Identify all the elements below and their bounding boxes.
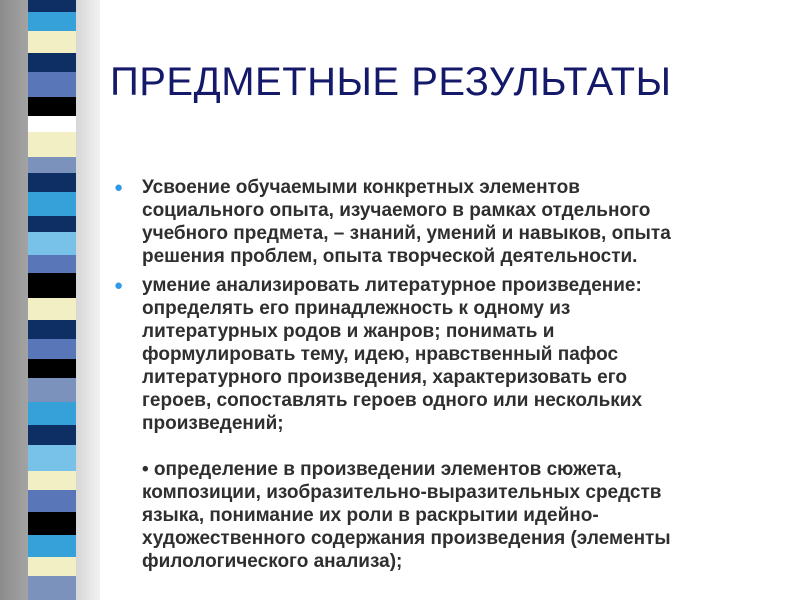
decorative-stripe [28, 232, 76, 254]
decorative-stripe [28, 157, 76, 173]
bullet-list [110, 176, 775, 573]
decorative-stripe [28, 339, 76, 359]
decorative-stripe [28, 512, 76, 534]
decorative-stripe [28, 557, 76, 575]
decorative-stripe [28, 490, 76, 512]
decorative-stripe [28, 116, 76, 132]
decorative-stripe [28, 216, 76, 232]
decorative-stripe [28, 535, 76, 557]
decorative-stripe [28, 576, 76, 600]
bullet-dot-icon: ● [114, 179, 124, 196]
decorative-stripe [28, 12, 76, 30]
decorative-stripe [28, 445, 76, 471]
decorative-stripe [28, 0, 76, 12]
decorative-stripe [28, 31, 76, 53]
decorative-stripe [28, 192, 76, 216]
decorative-stripe [28, 53, 76, 71]
decorative-stripe [28, 320, 76, 338]
bullet-text: Усвоение обучаемыми конкретных элементов социального опыта, изучаемого в рамках отдельного учебного предмета, – знаний, умений и навыков, опыта решения проблем, опыта творческой деятельности. [142, 177, 671, 267]
decorative-stripe [28, 97, 76, 115]
bullet-subtext: • определение в произведении элементов сюжета, композиции, изобразительно-выразительных средств языка, понимание их роли в раскрытии идейно- художественного содержания произведения (элементы филологического анализа); [142, 459, 671, 572]
decorative-stripe [28, 425, 76, 445]
decorative-stripe [28, 378, 76, 402]
decorative-stripes [28, 0, 76, 600]
bullet-text: умение анализировать литературное произведение: определять его принадлежность к одному из литературных родов и жанров; понимать и формулировать тему, идею, нравственный пафос литературного произведения, характеризовать его героев, сопоставлять героев одного или нескольких произведений; [142, 275, 643, 434]
decorative-stripe [28, 273, 76, 297]
decorative-stripe [28, 402, 76, 424]
decorative-stripe [28, 72, 76, 97]
decorative-stripe [28, 359, 76, 377]
bullet-item [110, 274, 775, 573]
slide-title: ПРЕДМЕТНЫЕ РЕЗУЛЬТАТЫ [110, 60, 672, 104]
decorative-stripe [28, 298, 76, 320]
decorative-stripe [28, 132, 76, 156]
decorative-stripe [28, 255, 76, 273]
bullet-dot-icon: ● [114, 277, 124, 294]
decorative-stripe [28, 471, 76, 489]
bullet-item [110, 176, 775, 268]
slide-content [110, 176, 775, 579]
decorative-stripe [28, 173, 76, 191]
